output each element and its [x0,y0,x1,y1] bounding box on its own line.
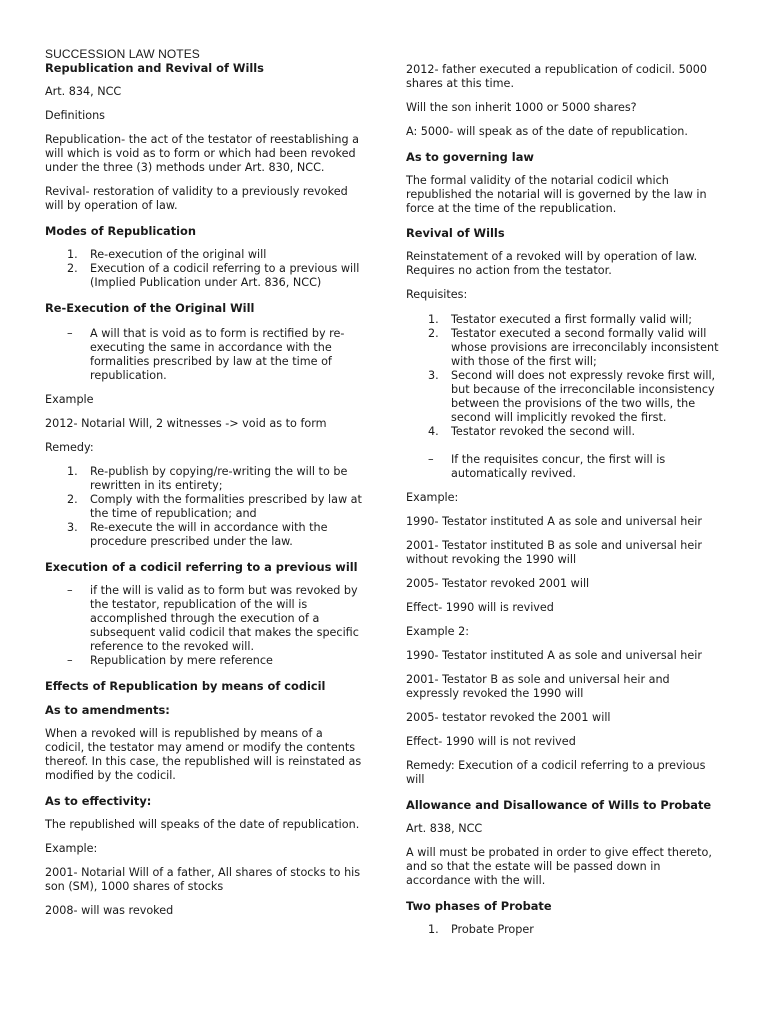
list-item: 4. Testator revoked the second will. [428,425,635,438]
remedy-label: Remedy: [45,441,94,454]
example-label: Example [45,393,94,406]
list-item: – A will that is void as to form is rectified by re-executing the same in accordance with the formalities prescribed by law at the time of republication. [67,327,345,382]
definitions-label: Definitions [45,109,106,122]
allowance-heading: Allowance and Disallowance of Wills to Probate [406,798,712,812]
revival-of-wills-heading: Revival of Wills [406,226,505,240]
example-2-1990: 1990- Testator instituted A as sole and universal heir [406,649,702,662]
requisites-label: Requisites: [406,288,468,301]
example-2-effect: Effect- 1990 will is not revived [406,735,576,748]
list-item: 1. Probate Proper [428,923,534,936]
modes-of-republication-heading: Modes of Republication [45,224,196,238]
list-item: – Republication by mere reference [67,654,273,667]
example-2-2001: 2001- Testator B as sole and universal heir and expressly revoked the 1990 will [406,673,670,700]
shares-question: Will the son inherit 1000 or 5000 shares? [406,101,637,114]
republication-2012: 2012- father executed a republication of codicil. 5000 shares at this time. [406,63,708,90]
list-item: 1. Re-execution of the original will [67,248,267,261]
requisites-list [406,313,724,439]
revival-text: Reinstatement of a revoked will by operation of law. Requires no action from the testator. [406,250,698,277]
governing-law-text: The formal validity of the notarial codicil which republished the notarial will is governed by the law in force at the time of the republication. [406,174,707,215]
two-phases-list [406,923,724,937]
list-item: – If the requisites concur, the first will is automatically revived. [428,453,666,480]
amendments-text: When a revoked will is republished by means of a codicil, the testator may amend or modify the contents thereof. In this case, the republished will is reinstated as modified by the codicil. [45,727,362,782]
list-item: 1. Testator executed a first formally valid will; [428,313,693,326]
republication-revival-heading: Republication and Revival of Wills [45,61,264,75]
revival-definition: Revival- restoration of validity to a previously revoked will by operation of law. [45,185,348,212]
right-column [406,63,724,937]
example-2-label: Example 2: [406,625,469,638]
amendments-heading: As to amendments: [45,703,170,717]
example-2012-notarial-will: 2012- Notarial Will, 2 witnesses -> void as to form [45,417,327,430]
example-2005: 2005- Testator revoked 2001 will [406,577,590,590]
example-2001: 2001- Testator instituted B as sole and universal heir without revoking the 1990 will [406,539,702,566]
example-2008-revoked: 2008- will was revoked [45,904,174,917]
effectivity-heading: As to effectivity: [45,794,152,808]
republication-definition: Republication- the act of the testator of reestablishing a will which is void as to form or which had been revoked under the three (3) methods under Art. 830, NCC. [45,133,360,174]
list-item: 3. Second will does not expressly revoke first will, but because of the irreconcilable inconsistency between the provisions of the two wills, the second will implicitly revoked the first. [428,369,716,424]
list-item: – if the will is valid as to form but was revoked by the testator, republication of the will is accomplished through the execution of a subsequent valid codicil that makes the specific reference to the revoked will. [67,584,359,653]
requisites-dash-list [406,453,724,481]
list-item: 2. Execution of a codicil referring to a previous will (Implied Publication under Art. 836, NCC) [67,262,360,289]
list-item: 3. Re-execute the will in accordance with the procedure prescribed under the law. [67,521,328,548]
remedy-list [45,465,363,549]
example-2-remedy: Remedy: Execution of a codicil referring to a previous will [406,759,706,786]
art-834-reference: Art. 834, NCC [45,85,122,98]
re-execution-list [45,327,363,383]
example-2001-notarial-will: 2001- Notarial Will of a father, All shares of stocks to his son (SM), 1000 shares of stocks [45,866,361,893]
example-label: Example: [406,491,459,504]
art-838-reference: Art. 838, NCC [406,822,483,835]
document-title: SUCCESSION LAW NOTES [45,47,200,61]
two-phases-heading: Two phases of Probate [406,899,552,913]
shares-answer: A: 5000- will speak as of the date of republication. [406,125,688,138]
probate-text: A will must be probated in order to give effect thereto, and so that the estate will be passed down in accordance with the will. [406,846,712,887]
codicil-list [45,584,363,668]
list-item: 2. Testator executed a second formally valid will whose provisions are irreconcilably inconsistent with those of the first will; [428,327,719,368]
example-effect: Effect- 1990 will is revived [406,601,554,614]
re-execution-heading: Re-Execution of the Original Will [45,301,255,315]
modes-list [45,248,363,290]
example-label: Example: [45,842,98,855]
effects-heading: Effects of Republication by means of codicil [45,679,326,693]
left-column [45,47,363,918]
list-item: 1. Re-publish by copying/re-writing the will to be rewritten in its entirety; [67,465,348,492]
codicil-heading: Execution of a codicil referring to a previous will [45,560,358,574]
effectivity-text: The republished will speaks of the date of republication. [45,818,360,831]
governing-law-heading: As to governing law [406,150,534,164]
example-1990: 1990- Testator instituted A as sole and universal heir [406,515,702,528]
example-2-2005: 2005- testator revoked the 2001 will [406,711,611,724]
list-item: 2. Comply with the formalities prescribed by law at the time of republication; and [67,493,362,520]
